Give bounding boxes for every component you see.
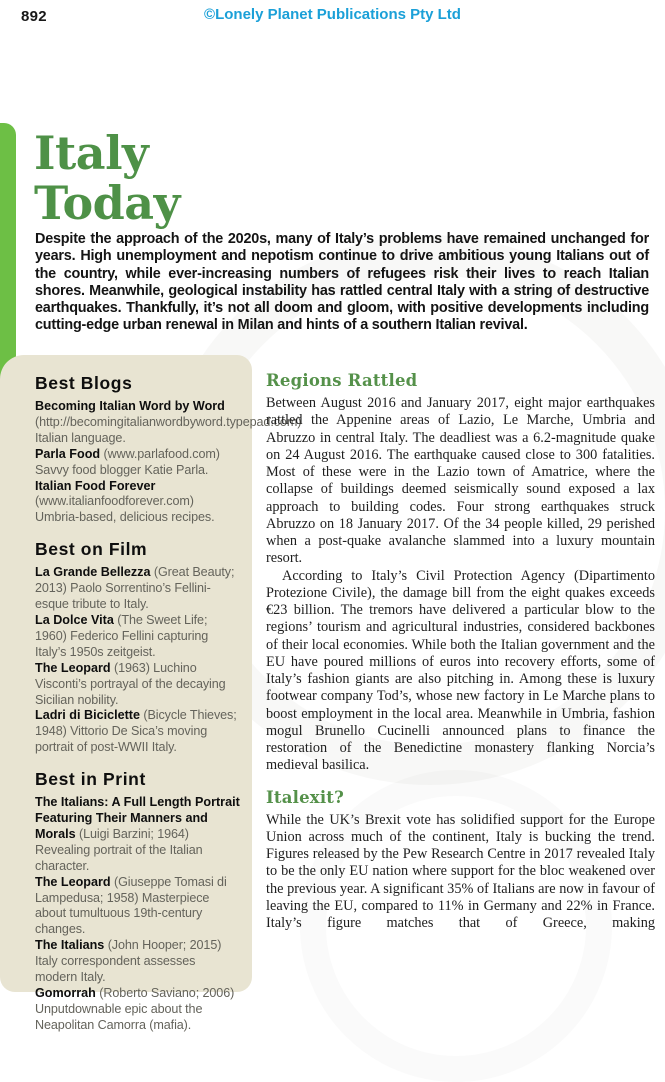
best-of-sidebar-panel	[0, 355, 302, 1032]
sidebar-entry	[35, 875, 240, 939]
sidebar-entry	[35, 613, 240, 661]
sidebar-section-heading: Best on Film	[35, 539, 148, 560]
chapter-accent-bar	[0, 123, 16, 381]
entry-desc: (Bicycle Thieves; 1948) Vittorio De Sica’s moving portrait of post-WWII Italy.	[35, 708, 237, 755]
entry-title: Ladri di Biciclette	[35, 708, 140, 723]
page-title-line2: Today	[34, 176, 180, 230]
sidebar-section-heading: Best Blogs	[35, 373, 133, 393]
sidebar-entry	[35, 986, 240, 1034]
entry-desc: (www.italianfoodforever.com) Umbria-based, delicious recipes.	[35, 494, 215, 525]
sidebar-section-best-in-print	[35, 769, 240, 1034]
entry-desc: (Luigi Barzini; 1964) Revealing portrait of the Italian character.	[35, 826, 203, 873]
sidebar-section-best-blogs	[35, 373, 302, 526]
sidebar-entry	[35, 938, 240, 986]
sidebar-entry	[35, 708, 240, 756]
entry-desc: (Great Beauty; 2013) Paolo Sorrentino’s Fellini-esque tribute to Italy.	[35, 565, 235, 612]
article-section-heading-regions-rattled: Regions Rattled	[266, 371, 418, 390]
article-paragraph: According to Italy’s Civil Protection Agency (Dipartimento Protezione Civile), the damage bill from the eight quakes exceeds €23 billion. The tremors have delivered a particular blow to the regions’ tourism and agricultural industries, considered backbones of their local economies. While both the Italian government and the EU have poured millions of euros into recovery efforts, some of Italy’s fashion giants are also pitching in. Among these is luxury footwear company Tod’s, whose new factory in Le Marche plans to boost employment in the local area. Meanwhile in Umbria, fashion mogul Brunello Cucinelli announced plans to finance the restoration of the Benedictine monastery flanking Norcia’s medieval basilica.	[266, 567, 655, 774]
page-title	[34, 128, 180, 228]
entry-title: Becoming Italian Word by Word	[35, 399, 225, 413]
entry-desc: (Roberto Saviano; 2006) Unputdownable epic about the Neapolitan Camorra (mafia).	[35, 986, 235, 1032]
sidebar-entry	[35, 661, 240, 709]
sidebar-section-best-on-film	[35, 539, 240, 756]
article-paragraph: While the UK’s Brexit vote has solidified support for the Europe Union across much of the continent, Italy is bucking the trend. Figures released by the Pew Research Centre in 2017 revealed Italy to be the only EU nation where support for the bloc weakened over the previous year. A significant 35% of Italians are now in favour of leaving the EU, compared to 11% in Germany and 22% in France. Italy’s figure matches that of Greece, making	[266, 811, 655, 931]
intro-paragraph: Despite the approach of the 2020s, many of Italy’s problems have remained unchanged for years. High unemployment and nepotism continue to drive ambitious young Italians out of the country, while ever-increasing numbers of refugees risk their lives to reach Italian shores. Meanwhile, geological instability has rattled central Italy with a string of destructive earthquakes. Thankfully, it’s not all doom and gloom, with positive developments including cutting-edge urban renewal in Milan and hints of a southern Italian revival.	[35, 231, 649, 334]
entry-desc: (http://becomingitalianwordbyword.typepad.com) Italian language.	[35, 414, 302, 445]
entry-title: The Leopard	[35, 874, 111, 889]
article-paragraph: Between August 2016 and January 2017, eight major earthquakes rattled the Appenine areas of Lazio, Le Marche, Umbria and Abruzzo in central Italy. The deadliest was a 6.2-magnitude quake on 24 August 2016. The earthquake caused close to 300 fatalities. Most of these were in the Lazio town of Amatrice, where the collapse of buildings deemed seismically sound exposed a lax approach to building codes. Four strong earthquakes struck Abruzzo on 18 January 2017. Of the 34 people killed, 29 perished when a post-quake avalanche slammed into a luxury mountain resort.	[266, 395, 655, 567]
entry-desc: (1963) Luchino Visconti’s portrayal of the decaying Sicilian nobility.	[35, 660, 226, 707]
entry-title: Italian Food Forever	[35, 478, 156, 493]
page-title-line1: Italy	[34, 126, 149, 180]
copyright-text: ©Lonely Planet Publications Pty Ltd	[204, 6, 461, 23]
sidebar-entry	[35, 795, 240, 875]
entry-desc: (John Hooper; 2015) Italy correspondent assesses modern Italy.	[35, 938, 222, 985]
entry-title: The Italians	[35, 938, 105, 953]
entry-title: Gomorrah	[35, 986, 96, 1000]
entry-title: La Dolce Vita	[35, 612, 114, 627]
sidebar-entry	[35, 479, 240, 527]
sidebar-entry	[35, 399, 302, 447]
entry-desc: (Giuseppe Tomasi di Lampedusa; 1958) Masterpiece about tumultuous 19th-century changes.	[35, 874, 227, 937]
entry-title: Parla Food	[35, 446, 101, 461]
article-column	[266, 371, 655, 932]
entry-title: The Leopard	[35, 660, 111, 675]
sidebar-entry	[35, 565, 240, 613]
page-number: 892	[21, 8, 47, 25]
entry-desc: (The Sweet Life; 1960) Federico Fellini capturing Italy’s 1950s zeitgeist.	[35, 612, 209, 659]
entry-desc: (www.parlafood.com) Savvy food blogger Katie Parla.	[35, 446, 220, 477]
sidebar-entry	[35, 447, 240, 479]
article-section-heading-italexit: Italexit?	[266, 787, 344, 807]
entry-title: La Grande Bellezza	[35, 565, 151, 580]
entry-title: The Italians: A Full Length Portrait Featuring Their Manners and Morals	[35, 795, 240, 841]
sidebar-section-heading: Best in Print	[35, 769, 146, 790]
